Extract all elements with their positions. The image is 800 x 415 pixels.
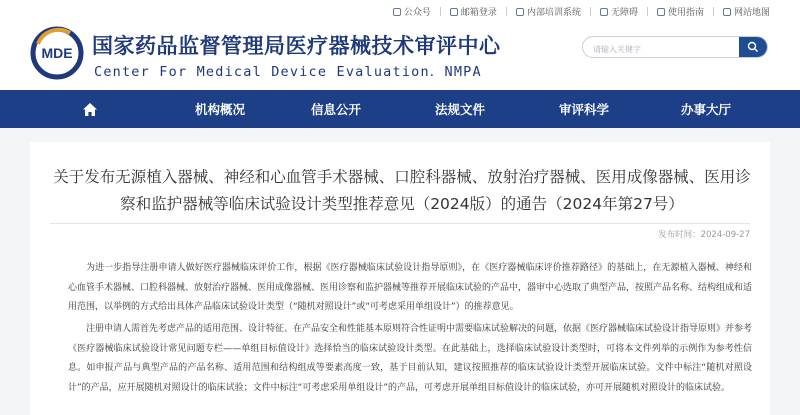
nav-home[interactable] — [60, 90, 120, 128]
search-input[interactable] — [583, 40, 733, 59]
divider — [440, 7, 441, 16]
guide-icon — [657, 8, 665, 16]
training-system-link[interactable] — [516, 5, 581, 18]
publish-date: 发布时间：2024-09-27 — [658, 230, 750, 240]
site-title-cn: 国家药品监督管理局医疗器械技术审评中心 — [92, 33, 501, 58]
article-paragraph: 为进一步指导注册申请人做好医疗器械临床评价工作，根据《医疗器械临床试验设计指导原则》，在《医疗器械临床评价推荐路径》的基础上，在无源植入器械、神经和心血管手术器械、口腔科器械、放射治疗器械、医用成像器械、医用诊察和监护器械等推荐开展临床试验的产品中，器审中心选取了典型产品，按照产品名称、结构组成和适用范围，以举例的方式给出具体产品临床试验设计类型（“随机对照设计”或“可考虑采用单组设计”）的推荐意见。 — [68, 263, 753, 312]
nav-item-science[interactable]: 审评科学 — [558, 102, 609, 117]
mde-logo[interactable] — [30, 26, 84, 80]
wechat-icon — [393, 8, 401, 16]
divider — [590, 7, 591, 16]
sitemap-icon — [723, 8, 731, 16]
wechat-label: 公众号 — [403, 8, 431, 18]
nav-item-regulations[interactable]: 法规文件 — [434, 102, 485, 117]
divider — [506, 7, 507, 16]
nav-item-about[interactable]: 机构概况 — [194, 102, 245, 117]
site-title-en: Center For Medical Device Evaluation．NMPA — [94, 64, 482, 80]
divider — [713, 7, 714, 16]
article-card — [30, 142, 770, 415]
sitemap-label: 网站地图 — [733, 8, 770, 18]
divider — [647, 7, 648, 16]
search-box — [582, 36, 768, 58]
title-divider — [50, 223, 750, 224]
mail-icon — [450, 8, 458, 16]
site-header — [0, 24, 800, 90]
search-icon — [747, 41, 759, 53]
accessibility-label: 无障碍 — [610, 8, 638, 18]
article-title: 关于发布无源植入器械、神经和心血管手术器械、口腔科器械、放射治疗器械、医用成像器械、医用诊察和监护器械等临床试验设计类型推荐意见（2024版）的通告（2024年第27号） — [53, 168, 751, 213]
nav-item-info[interactable]: 信息公开 — [310, 102, 361, 117]
guide-link[interactable] — [657, 5, 704, 18]
nav-item-service[interactable]: 办事大厅 — [680, 102, 731, 117]
main-nav — [0, 90, 800, 128]
accessibility-icon — [600, 8, 608, 16]
accessibility-link[interactable] — [600, 5, 638, 18]
wechat-link[interactable] — [393, 5, 431, 18]
training-system-label: 内部培训系统 — [526, 8, 581, 18]
top-links — [393, 5, 770, 18]
mail-login-label: 邮箱登录 — [460, 8, 497, 18]
logo-text: MDE — [41, 45, 73, 61]
mail-login-link[interactable] — [450, 5, 497, 18]
home-icon — [82, 102, 98, 117]
guide-label: 使用指南 — [667, 8, 704, 18]
sitemap-link[interactable] — [723, 5, 770, 18]
article-paragraph: 注册申请人需首先考虑产品的适用范围、设计特征、在产品安全和性能基本原则符合性证明中需要临床试验解决的问题，依据《医疗器械临床试验设计指导原则》并参考《医疗器械临床试验设计常见问题专栏——单组目标值设计》选择恰当的临床试验设计类型。在此基础上，选择临床试验设计类型时，可将本文件列举的示例作为参考性信息。如申报产品与典型产品的产品名称、适用范围和结构组成等要素高度一致，基于目前认知，建议按照推荐的临床试验设计类型开展临床试验。文件中标注“随机对照设计”的产品，应开展随机对照设计的临床试验；文件中标注“可考虑采用单组设计”的产品，可考虑开展单组目标值设计的临床试验，亦可开展随机对照设计的临床试验。 — [68, 324, 753, 393]
top-utility-bar — [0, 0, 800, 24]
monitor-icon — [516, 8, 524, 16]
search-button[interactable] — [739, 37, 767, 57]
